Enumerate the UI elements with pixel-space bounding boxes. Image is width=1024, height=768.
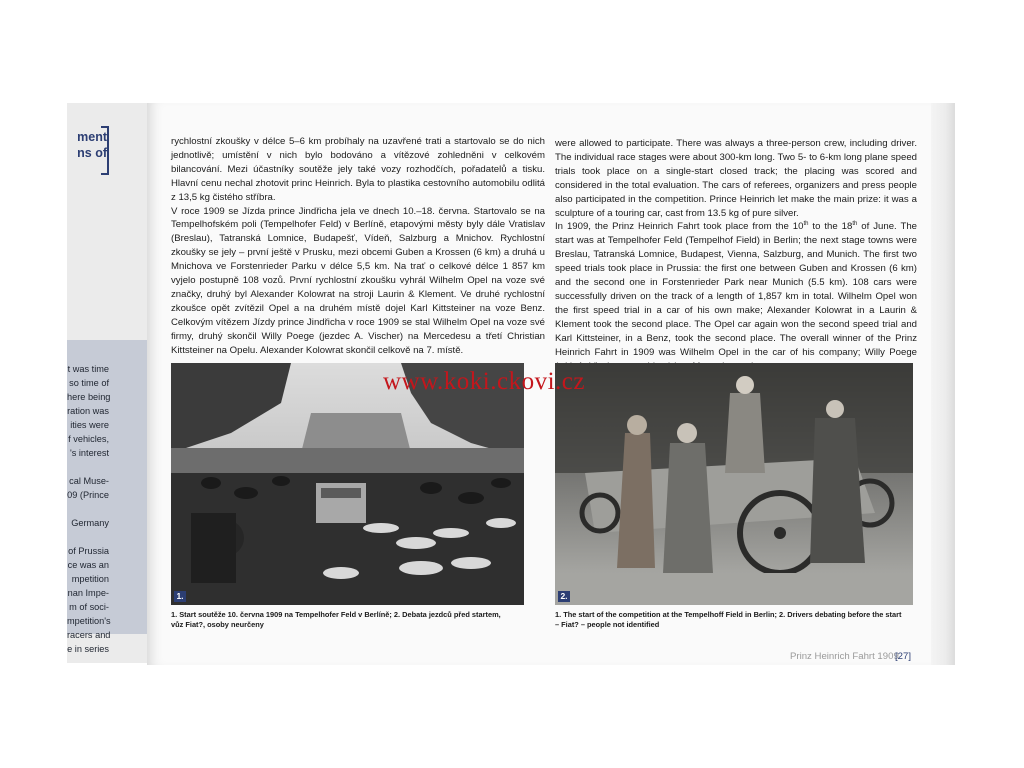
right-page-edge — [931, 103, 955, 665]
english-text-column — [555, 137, 917, 373]
czech-paragraph-1: rychlostní zkoušky v délce 5–6 km probíhaly na uzavřené trati a startovalo se do nich jednotlivě; umístění v nich bylo bodováno a vítězové zohledněni v celkovém bilancování. Mezi účastníky soutěže jely také vozy rozhodčích, pořadatelů a tisku. Hlavní cenu nechal zhotovit princ Heinrich. Byla to plastika cestovního automobilu odlitá z 13,5 kg čistého stříbra. — [171, 136, 545, 203]
english-paragraph-1: were allowed to participate. There was always a three-person crew, including driver. The individual race stages were about 300-km long. Two 5- to 6-km long plane speed trials took place on a single-start closed track; the placing was scored and considered in the total evaluation. The cars of referees, organizers and press people also participated in the competition. Prince Heinrich let make the main prize: it was a sculpture of a touring car, cast from 13.5 kg of pure silver. — [555, 138, 917, 219]
heading-bracket — [101, 126, 109, 175]
english-paragraph-2: In 1909, the Prinz Heinrich Fahrt took place from the 10th to the 18th of June. The start was at Tempelhofer Feld (Tempelhof Field) in Berlin; the next stage towns were Breslau, Tatranská Lomnice, Budapest, Vienna, Salzburg, and Munich. The first two speed trials took place in Prussia: the first one between Guben and Krossen (6 km) and the second one in Forstenrieder Park near Munich (5.5 km). 108 cars were successfully driven on the track of a length of 1,857 km in total. Wilhelm Opel won the first speed trial in a car of his own make; Alexander Kolowrat in a Laurin & Klement took the second place. The Opel car again won the second speed trial and Karl Kittsteiner, in a Benz, took the second place. The overall winner of the Prinz Heinrich Fahrt in 1909 was Wilhelm Opel in the car of his company; Willy Poege — [555, 221, 917, 358]
watermark-url: www.koki.ckovi.cz — [383, 368, 585, 395]
photo-number-1: 1. — [174, 591, 186, 602]
left-page-heading-fragment: ment ns of — [77, 130, 107, 160]
drivers-photo-illustration — [555, 363, 913, 605]
czech-text-column — [171, 135, 545, 358]
caption-czech: 1. Start soutěže 10. června 1909 na Tempelhofer Feld v Berlíně; 2. Debata jezdců před startem, vůz Fiat?, osoby neurčeny — [171, 610, 501, 629]
page-number: [27] — [895, 651, 912, 662]
caption-english: 1. The start of the competition at the Tempelhoff Field in Berlin; 2. Drivers debating before the start – Fiat? – people not identified — [555, 610, 902, 629]
photo-drivers-debating — [555, 363, 913, 605]
left-page-text-fragment: t was time so time of here being ration was ities were f vehicles, 's interest cal Muse- 09 (Prince Germany of Prussia ce was an mpetition nan Impe- m of soci- mpetition's racers and e in series — [67, 364, 111, 654]
photo-number-2: 2. — [558, 591, 570, 602]
czech-paragraph-2: V roce 1909 se Jízda prince Jindřicha jela ve dnech 10.–18. června. Startovalo se na Tempelhofském poli (Tempelhofer Feld) v Berlíně, etapovými městy byly dále Vratislav (Breslau), Tatranská Lomnice, Budapešť, Vídeň, Salzburg a Mnichov. Rychlostní zkoušky se jely – první ještě v Prusku, mezi obcemi Guben a Krossen (6 km) a druhá u Mnichova ve Forstenrieder Parku v délce 5,5 km. Na trať o celkové délce 1 857 km vyjelo postupně 108 vozů. První rychlostní zkoušku vyhrál Wilhelm Opel na voze své značky, druhý byl Alexander Kolowrat na stroji Laurin & Klement. Ve druhé rychlostní zkoušce opět zvítězil Opel a na druhém místě dojel Karl Kittsteiner na voze Benz. Celkovým vítězem Jízdy prince Jindřicha v roce 1909 se stal Wilhelm Opel na voze své firmy, druhý skončil Willy Poege (jezdec A. Vischer) na Mercedesu a třetí Christian Kittsteiner na Opelu. Alexander Kolowrat skončil celkově na 7. místě. — [171, 205, 545, 356]
crowd-photo-illustration — [171, 363, 524, 605]
running-footer-title: Prinz Heinrich Fahrt 1909 — [790, 651, 899, 662]
photo-start-crowd — [171, 363, 524, 605]
